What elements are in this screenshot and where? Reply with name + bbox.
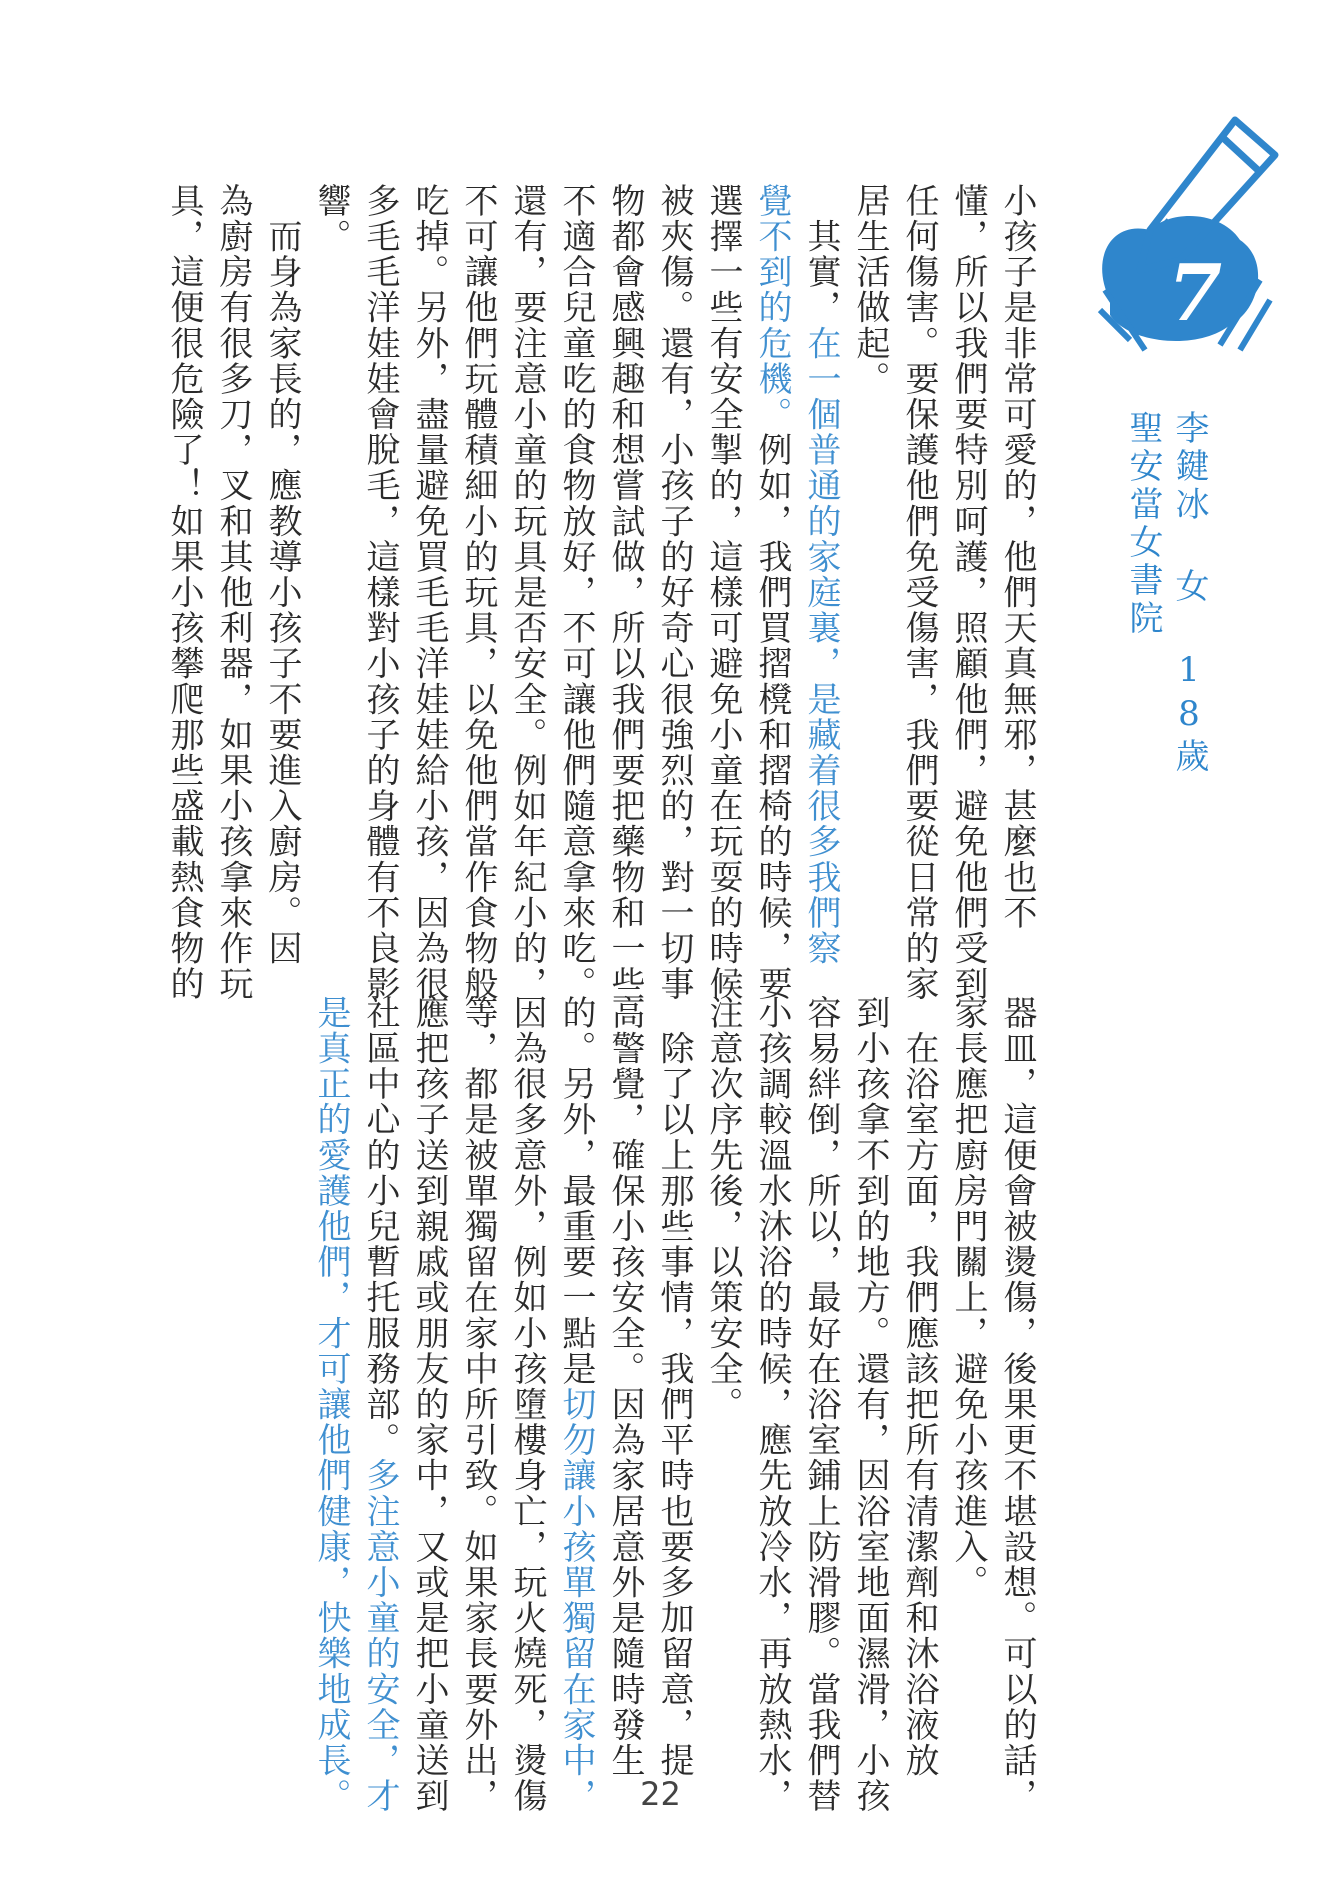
text-column: 等，都是被單獨留在家中所引致。如果家長要外出， [458,995,498,1814]
text-column: 社區中心的小兒暫托服務部。多注意小童的安全，才 [360,995,400,1814]
text-column: 因為很多意外，例如小孩墮樓身亡，玩火燒死，燙傷 [507,995,547,1814]
author-gender: 女 [1169,568,1209,606]
text-column: 還有，要注意小童的玩具是否安全。例如年紀小的， [507,183,547,1002]
text-column: 家長應把廚房門關上，避免小孩進入。 [948,995,988,1601]
text-column: 而身為家長的，應教導小孩子不要進入廚房。因 [262,183,302,967]
highlighted-phrase: 覺不到的危機。 [752,183,792,433]
essay-bottom-block [306,995,1041,1814]
text-column: 小孩子是非常可愛的，他們天真無邪，甚麼也不 [997,183,1037,931]
page-number: 22 [640,1775,681,1813]
text-column: 被夾傷。還有，小孩子的好奇心很強烈的，對一切事 [654,183,694,1002]
text-column: 不可讓他們玩體積細小的玩具，以免他們當作食物般 [458,183,498,1002]
text-column: 任何傷害。要保護他們免受傷害，我們要從日常的家 [899,183,939,1002]
text-column: 吃掉。另外，盡量避免買毛毛洋娃娃給小孩，因為很 [409,183,449,1002]
pencil-chapter-icon [1070,110,1290,360]
text-column: 高警覺，確保小孩安全。因為家居意外是隨時發生 [605,995,645,1779]
text-column: 在浴室方面，我們應該把所有清潔劑和沐浴液放 [899,995,939,1779]
text-column: 響。 [311,183,351,255]
highlighted-phrase: 是真正的愛護他們，才可讓他們健康，快樂地成長。 [311,995,351,1814]
author-info [1120,410,1212,776]
chapter-number: 7 [1167,248,1223,339]
text-column: 不適合兒童吃的食物放好，不可讓他們隨意拿來吃。 [556,183,596,1002]
text-column: 注意次序先後，以策安全。 [703,995,743,1423]
author-school: 聖安當女書院 [1123,410,1163,638]
text-column: 懂，所以我們要特別呵護，照顧他們，避免他們受到 [948,183,988,1002]
text-column: 居生活做起。 [850,183,890,397]
highlighted-phrase: 切勿讓小孩單獨留在家中， [556,1386,596,1814]
text-column: 應把孩子送到親戚或朋友的家中，又或是把小童送到 [409,995,449,1814]
text-column: 容易絆倒，所以，最好在浴室鋪上防滑膠。當我們替 [801,995,841,1814]
text-column: 覺不到的危機。例如，我們買摺櫈和摺椅的時候，要 [752,183,792,1002]
essay-top-block [159,183,1041,1002]
text-column: 器皿，這便會被燙傷，後果更不堪設想。可以的話， [997,995,1037,1814]
text-column: 小孩調較溫水沐浴的時候，應先放冷水，再放熱水， [752,995,792,1814]
text-column: 到小孩拿不到的地方。還有，因浴室地面濕滑，小孩 [850,995,890,1814]
text-column: 具，這便很危險了！如果小孩攀爬那些盛載熱食物的 [164,183,204,1002]
text-column: 其實，在一個普通的家庭裏，是藏着很多我們察 [801,183,841,967]
author-name: 李鍵冰 [1169,410,1209,524]
text-column: 的。另外，最重要一點是切勿讓小孩單獨留在家中， [556,995,596,1814]
text-column: 物都會感興趣和想嘗試做，所以我們要把藥物和一些 [605,183,645,1002]
text-column: 選擇一些有安全掣的，這樣可避免小童在玩耍的時候 [703,183,743,1002]
text-column [306,995,355,1814]
author-age: 18歲 [1169,650,1209,776]
text-column: 為廚房有很多刀，叉和其他利器，如果小孩拿來作玩 [213,183,253,1002]
highlighted-phrase: 多注意小童的安全，才 [360,1457,400,1814]
text-column: 多毛毛洋娃娃會脫毛，這樣對小孩子的身體有不良影 [360,183,400,1002]
highlighted-phrase: 在一個普通的家庭裏，是藏着很多我們察 [801,325,841,967]
text-column: 除了以上那些事情，我們平時也要多加留意，提 [654,995,694,1779]
